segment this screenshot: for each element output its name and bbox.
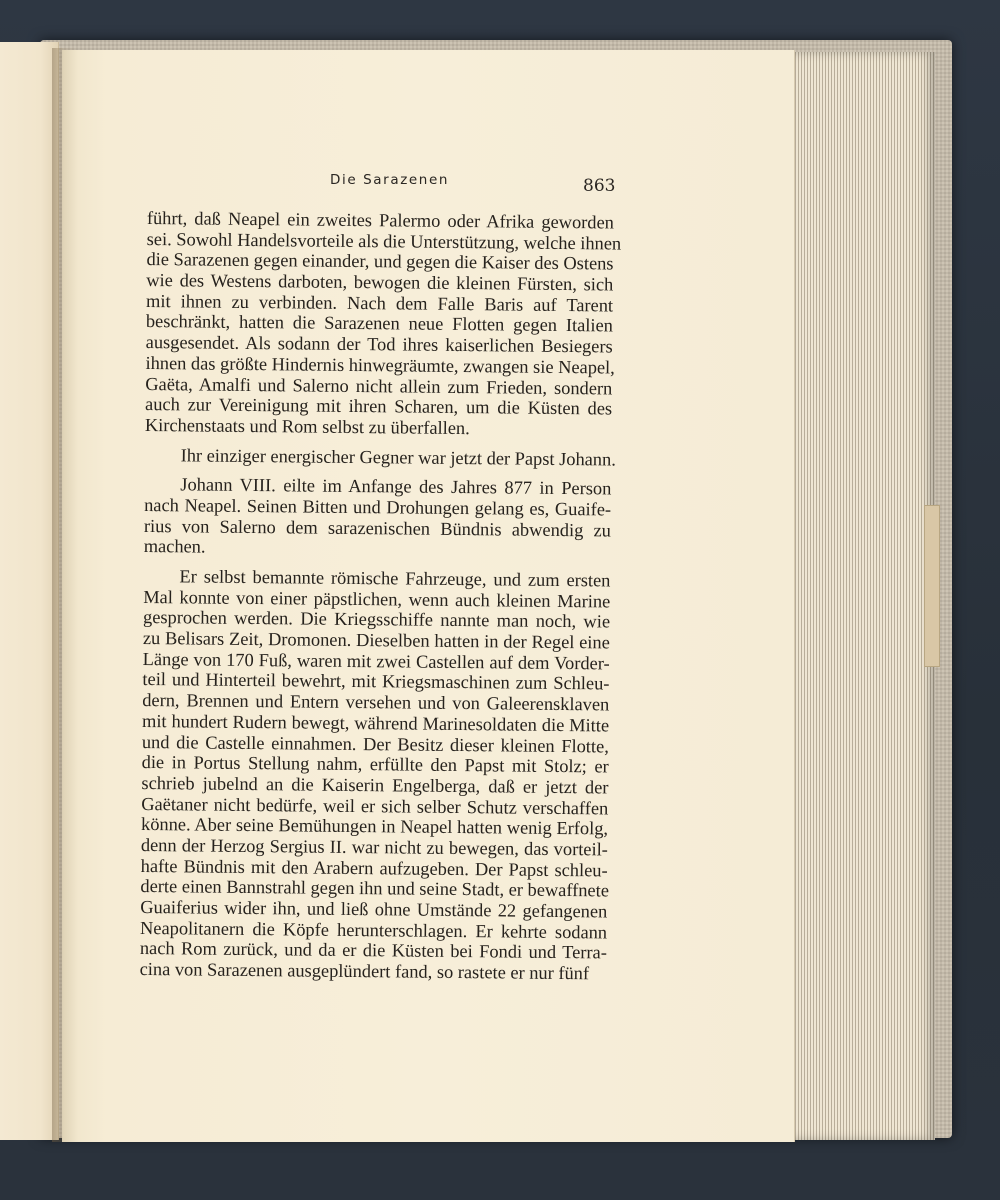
page-number: 863 bbox=[583, 176, 616, 196]
paragraph bbox=[140, 566, 611, 984]
body-text bbox=[139, 208, 622, 984]
text-line: sei. Sowohl Handelsvorteile als die Unterstützung, welche ihnen bbox=[146, 228, 622, 254]
text-line: Gaëtaner nicht bedürfe, weil er sich selber Schutz verschaffen bbox=[141, 793, 609, 819]
paragraph bbox=[145, 444, 616, 470]
text-line: Neapolitanern die Köpfe herunterschlagen. Er kehrte sodann bbox=[139, 917, 608, 943]
spine-gutter-shadow bbox=[52, 48, 78, 1142]
text-line: mit hundert Rudern bewegt, während Marinesoldaten die Mitte bbox=[141, 710, 610, 736]
text-line: denn der Herzog Sergius II. war nicht zu bewegen, das vorteil- bbox=[140, 834, 608, 860]
running-head bbox=[0, 170, 1000, 200]
text-line: teil und Hinterteil bewehrt, mit Kriegsmaschinen zum Schleu- bbox=[142, 669, 610, 694]
text-line: auch zur Vereinigung mit ihren Scharen, um die Küsten des bbox=[145, 394, 613, 419]
text-line: gesprochen werden. Die Kriegsschiffe nannte man noch, wie bbox=[142, 607, 611, 632]
text-line: könne. Aber seine Bemühungen in Neapel hatten wenig Erfolg, bbox=[140, 814, 609, 839]
text-line: dern, Brennen und Entern versehen und von Galeerensklaven bbox=[142, 690, 610, 715]
text-line: machen. bbox=[143, 536, 206, 557]
paragraph bbox=[144, 474, 612, 561]
text-line: Kirchenstaats und Rom selbst zu überfallen. bbox=[144, 414, 470, 438]
bookmark-tab bbox=[924, 505, 940, 667]
text-line: die Sarazenen gegen einander, und gegen die Kaiser des Ostens bbox=[146, 249, 614, 274]
text-line: ihnen das größte Hindernis hinwegräumte, zwangen sie Neapel, bbox=[145, 352, 615, 378]
text-line: Guaiferius wider ihn, und ließ ohne Umstände 22 gefangenen bbox=[140, 896, 608, 922]
text-line: zu Belisars Zeit, Dromonen. Dieselben hatten in der Regel eine bbox=[142, 628, 610, 653]
text-line: Er selbst bemannte römische Fahrzeuge, und zum ersten bbox=[179, 566, 611, 591]
text-line: Länge von 170 Fuß, waren mit zwei Castellen auf dem Vorder- bbox=[142, 648, 610, 674]
text-line: mit ihnen zu verbinden. Nach dem Falle Baris auf Tarent bbox=[146, 290, 614, 316]
text-line: Johann VIII. eilte im Anfange des Jahres 877 in Person bbox=[180, 474, 612, 499]
text-line: Ihr einziger energischer Gegner war jetzt der Papst Johann. bbox=[180, 444, 616, 470]
text-line: nach Rom zurück, und da er die Küsten bei Fondi und Terra- bbox=[139, 938, 607, 963]
text-line: Gaëta, Amalfi und Salerno nicht allein zum Frieden, sondern bbox=[145, 373, 613, 398]
text-line: ausgesendet. Als sodann der Tod ihres kaiserlichen Besiegers bbox=[145, 332, 613, 357]
text-line: hafte Bündnis mit den Arabern aufzugeben. Der Papst schleu- bbox=[140, 855, 608, 881]
text-line: und die Castelle einnahmen. Der Besitz dieser kleinen Flotte, bbox=[141, 731, 609, 756]
text-line: schrieb jubelnd an die Kaiserin Engelberga, daß er jetzt der bbox=[141, 772, 609, 798]
text-line: Mal konnte von einer päpstlichen, wenn auch kleinen Marine bbox=[143, 586, 611, 612]
text-line: führt, daß Neapel ein zweites Palermo oder Afrika geworden bbox=[146, 208, 614, 233]
text-line: die in Portus Stellung nahm, erfüllte den Papst mit Stolz; er bbox=[141, 752, 609, 777]
left-page-edge bbox=[0, 42, 59, 1140]
text-line: beschränkt, hatten die Sarazenen neue Flotten gegen Italien bbox=[145, 311, 613, 336]
text-line: nach Neapel. Seinen Bitten und Drohungen gelang es, Guaife- bbox=[144, 494, 612, 520]
text-line: wie des Westens darboten, bewogen die kleinen Fürsten, sich bbox=[146, 270, 614, 295]
page-edges bbox=[792, 52, 935, 1140]
running-title: Die Sarazenen bbox=[330, 172, 450, 188]
text-line: rius von Salerno dem sarazenischen Bündnis abwendig zu bbox=[143, 515, 612, 541]
paragraph bbox=[144, 208, 622, 440]
text-line: cina von Sarazenen ausgeplündert fand, so rastete er nur fünf bbox=[139, 959, 590, 984]
text-line: derte einen Bannstrahl gegen ihn und seine Stadt, er bewaffnete bbox=[140, 876, 610, 901]
